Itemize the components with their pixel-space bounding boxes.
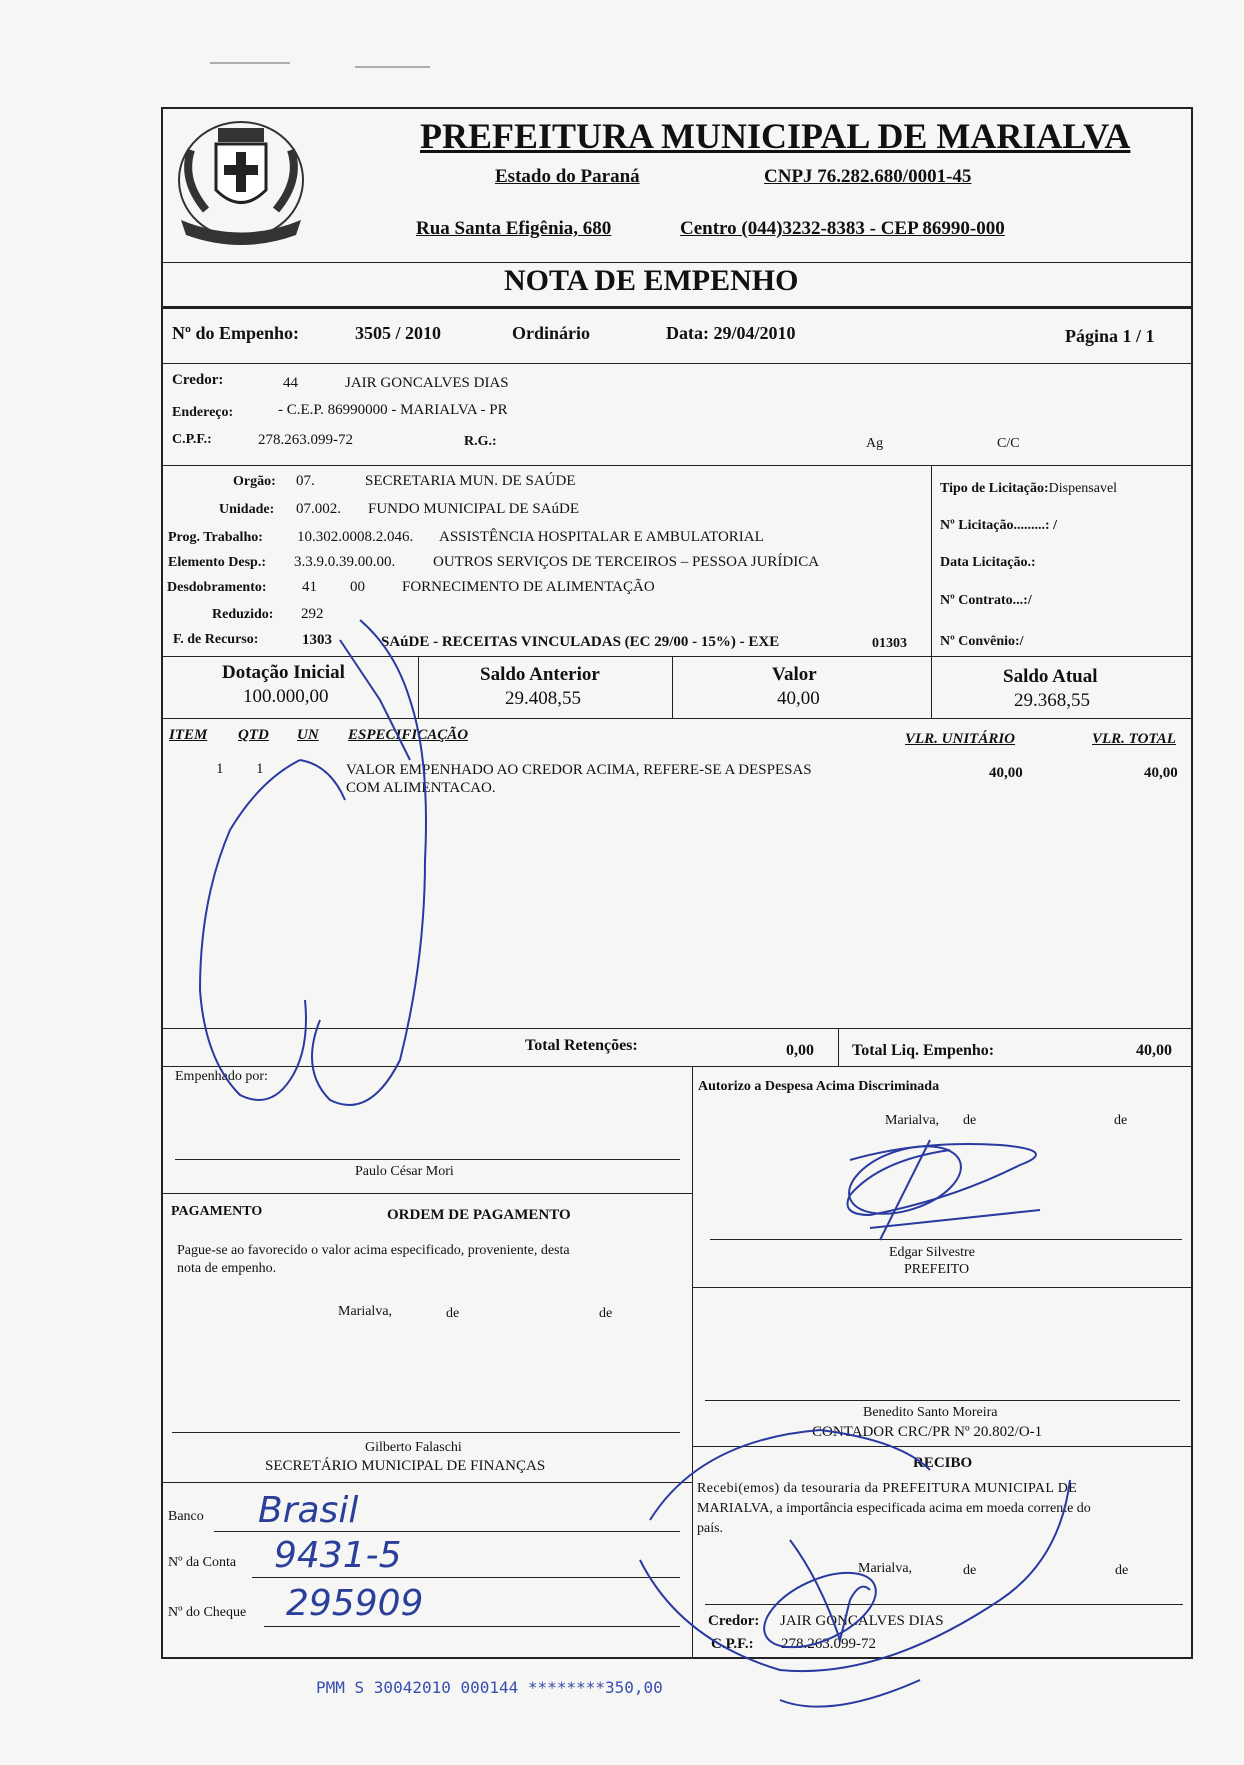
licitacao-type: [940, 481, 1117, 497]
credor-cpf: 278.263.099-72: [258, 432, 353, 448]
divider: [161, 718, 1193, 719]
credor-label: Credor:: [172, 372, 224, 388]
address-label: Endereço:: [172, 405, 234, 420]
row-spec-line1: VALOR EMPENHADO AO CREDOR ACIMA, REFERE-SE A DESPESAS: [346, 762, 812, 778]
orgao-name: SECRETARIA MUN. DE SAÚDE: [365, 473, 576, 489]
recibo-de2: de: [1115, 1563, 1129, 1578]
signature-line: [172, 1432, 680, 1433]
row-total-value: 40,00: [1144, 765, 1178, 781]
banco-value: Brasil: [258, 1490, 359, 1531]
cc-label: C/C: [997, 436, 1020, 451]
pagamento-label: PAGAMENTO: [171, 1204, 263, 1219]
signature-line: [705, 1604, 1183, 1605]
field-line: [252, 1577, 680, 1578]
elemento-label: Elemento Desp.:: [168, 555, 266, 570]
licitacao-date: Data Licitação.:: [940, 555, 1036, 570]
desdob-sub: 00: [350, 579, 365, 595]
contador-nome: Benedito Santo Moreira: [863, 1405, 998, 1420]
rg-label: R.G.:: [464, 434, 497, 449]
liq-value: 40,00: [1136, 1042, 1172, 1059]
divider: [161, 363, 1193, 364]
contador-cargo: CONTADOR CRC/PR Nº 20.802/O-1: [812, 1424, 1043, 1440]
credor-name: JAIR GONCALVES DIAS: [345, 375, 509, 391]
recurso-code: 1303: [302, 632, 332, 648]
divider: [161, 1482, 692, 1483]
unidade-label: Unidade:: [219, 502, 275, 517]
signature-line: [705, 1400, 1180, 1401]
recibo-credor-nome: JAIR GONCALVES DIAS: [780, 1613, 944, 1629]
reduzido-label: Reduzido:: [212, 607, 274, 622]
signature-line: [710, 1239, 1182, 1240]
field-line: [264, 1626, 680, 1627]
col-un: UN: [297, 727, 319, 743]
valor-value: 40,00: [777, 688, 820, 709]
cpf-label: C.P.F.:: [172, 432, 212, 447]
ordem-pagamento-label: ORDEM DE PAGAMENTO: [387, 1207, 571, 1223]
autorizo-city: Marialva,: [885, 1113, 940, 1128]
address-contact: Centro (044)3232-8383 - CEP 86990-000: [680, 218, 1005, 239]
orgao-code: 07.: [296, 473, 315, 489]
pague-line1: Pague-se ao favorecido o valor acima especificado, proveniente, desta: [177, 1243, 570, 1258]
autorizo-de2: de: [1114, 1113, 1128, 1128]
recibo-text3: país.: [697, 1521, 724, 1536]
saldo-anterior-value: 29.408,55: [505, 688, 581, 709]
retencoes-label: Total Retenções:: [525, 1037, 638, 1054]
scan-artifact: [355, 66, 430, 68]
pagamento-city: Marialva,: [338, 1304, 393, 1319]
divider: [161, 262, 1193, 263]
unidade-code: 07.002.: [296, 501, 341, 517]
col-item: ITEM: [169, 727, 208, 743]
row-qtd: 1: [256, 761, 264, 777]
pagamento-de2: de: [599, 1306, 613, 1321]
empenho-type: Ordinário: [512, 323, 591, 343]
row-item: 1: [216, 761, 224, 777]
desdob-label: Desdobramento:: [167, 580, 267, 595]
recurso-code-2: 01303: [872, 636, 907, 651]
street-address: Rua Santa Efigênia, 680: [416, 218, 612, 239]
ag-label: Ag: [866, 436, 884, 451]
divider: [418, 656, 419, 718]
convenio-number: Nº Convênio:/: [940, 634, 1024, 649]
saldo-atual-value: 29.368,55: [1014, 690, 1090, 711]
recibo-text2: MARIALVA, a importância especificada acima em moeda corrente do: [697, 1501, 1091, 1516]
autorizo-label: Autorizo a Despesa Acima Discriminada: [698, 1079, 940, 1094]
doc-title: NOTA DE EMPENHO: [504, 264, 799, 297]
recibo-de1: de: [963, 1563, 977, 1578]
recibo-city: Marialva,: [858, 1561, 913, 1576]
recibo-cpf: 278.263.099-72: [781, 1636, 876, 1652]
recurso-label: F. de Recurso:: [173, 632, 259, 647]
pagamento-de1: de: [446, 1306, 460, 1321]
empenho-number-label: Nº do Empenho:: [172, 323, 299, 343]
page-number: Página 1 / 1: [1065, 326, 1155, 346]
empenhado-nome: Paulo César Mori: [355, 1164, 454, 1179]
banco-label: Banco: [168, 1509, 204, 1524]
col-qtd: QTD: [238, 727, 269, 743]
state-name: Estado do Paraná: [495, 166, 640, 187]
prog-label: Prog. Trabalho:: [168, 530, 263, 545]
prog-code: 10.302.0008.2.046.: [297, 529, 414, 545]
row-spec-line2: COM ALIMENTACAO.: [346, 780, 496, 796]
secretario-nome: Gilberto Falaschi: [365, 1440, 462, 1455]
recurso-name: SAúDE - RECEITAS VINCULADAS (EC 29/00 - 15%) - EXE: [381, 634, 780, 650]
signature-line: [175, 1159, 680, 1160]
conta-value: 9431-5: [274, 1535, 402, 1576]
payment-stamp: PMM S 30042010 000144 ********350,00: [316, 1678, 663, 1697]
autorizo-de1: de: [963, 1113, 977, 1128]
prefeito-nome: Edgar Silvestre: [889, 1245, 975, 1260]
reduzido-value: 292: [301, 606, 324, 622]
credor-code: 44: [283, 375, 298, 391]
cheque-label: Nº do Cheque: [168, 1605, 247, 1620]
credor-address: - C.E.P. 86990000 - MARIALVA - PR: [278, 402, 508, 418]
col-total-value: VLR. TOTAL: [1092, 731, 1176, 747]
divider: [692, 1446, 1193, 1447]
divider: [692, 1287, 1193, 1288]
prog-name: ASSISTÊNCIA HOSPITALAR E AMBULATORIAL: [439, 529, 764, 545]
pague-line2: nota de empenho.: [177, 1261, 277, 1276]
empenho-date: Data: 29/04/2010: [666, 323, 796, 343]
row-unit-value: 40,00: [989, 765, 1023, 781]
saldo-atual-label: Saldo Atual: [1003, 666, 1098, 687]
divider: [161, 656, 1193, 657]
liq-label: Total Liq. Empenho:: [852, 1042, 995, 1059]
contrato-number: Nº Contrato...:/: [940, 593, 1032, 608]
field-line: [214, 1531, 680, 1532]
conta-label: Nº da Conta: [168, 1555, 237, 1570]
valor-label: Valor: [772, 664, 817, 685]
divider: [161, 465, 1193, 466]
coat-of-arms-icon: [166, 110, 316, 250]
divider: [931, 465, 932, 718]
empenhado-por-label: Empenhado por:: [175, 1069, 268, 1084]
desdob-name: FORNECIMENTO DE ALIMENTAÇÃO: [402, 579, 655, 595]
dotacao-value: 100.000,00: [243, 686, 329, 707]
divider: [161, 1193, 692, 1194]
dotacao-label: Dotação Inicial: [222, 662, 345, 683]
cheque-value: 295909: [286, 1583, 424, 1624]
licitacao-type-value: Dispensavel: [1048, 481, 1118, 496]
licitacao-number: Nº Licitação.........: /: [940, 518, 1057, 533]
unidade-name: FUNDO MUNICIPAL DE SAúDE: [368, 501, 579, 517]
elemento-code: 3.3.9.0.39.00.00.: [294, 554, 396, 570]
retencoes-value: 0,00: [786, 1042, 814, 1059]
recibo-cpf-label: C.P.F.:: [711, 1636, 754, 1652]
scan-artifact: [210, 62, 290, 64]
recibo-text1: Recebi(emos) da tesouraria da PREFEITURA MUNICIPAL DE: [697, 1481, 1078, 1496]
elemento-name: OUTROS SERVIÇOS DE TERCEIROS – PESSOA JURÍDICA: [433, 554, 820, 570]
municipality-title: PREFEITURA MUNICIPAL DE MARIALVA: [420, 116, 1131, 156]
desdob-code: 41: [302, 579, 317, 595]
recibo-title: RECIBO: [913, 1455, 973, 1471]
divider: [161, 306, 1193, 309]
saldo-anterior-label: Saldo Anterior: [480, 664, 600, 685]
col-spec: ESPECIFICAÇÃO: [348, 727, 469, 743]
divider: [161, 1066, 1193, 1067]
divider: [672, 656, 673, 718]
divider: [161, 1028, 1193, 1029]
divider: [838, 1028, 839, 1066]
cnpj: CNPJ 76.282.680/0001-45: [764, 166, 972, 187]
col-unit-value: VLR. UNITÁRIO: [905, 731, 1016, 747]
prefeito-cargo: PREFEITO: [904, 1262, 970, 1277]
divider: [692, 1066, 693, 1658]
orgao-label: Orgão:: [233, 474, 276, 489]
empenho-number: 3505 / 2010: [355, 323, 442, 343]
licitacao-type-label: Tipo de Licitação:: [940, 481, 1049, 496]
secretario-cargo: SECRETÁRIO MUNICIPAL DE FINANÇAS: [265, 1458, 546, 1474]
recibo-credor-label: Credor:: [708, 1613, 760, 1629]
